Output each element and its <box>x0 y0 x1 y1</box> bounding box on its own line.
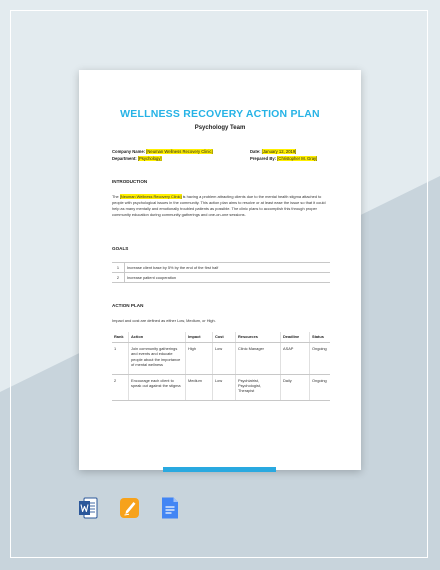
status-cell: Ongoing <box>310 343 331 375</box>
rank-cell: 2 <box>112 374 129 400</box>
table-row <box>112 273 330 283</box>
resources-cell: Clinic Manager <box>236 343 281 375</box>
company-label: Company Name: <box>112 149 146 154</box>
table-row <box>112 374 330 400</box>
intro-highlight: [Neuman Wellness Recovery Clinic] <box>119 194 182 199</box>
action-cell: Join community gatherings and events and educate people about the importance of mental wellness <box>129 343 186 375</box>
goal-text: Increase patient cooperation <box>125 273 331 283</box>
column-header: Rank <box>112 332 129 343</box>
intro-text: is having a problem attracting clients due to the mental health stigma attached to people with psychological issues in the community. This action plan aims to resolve or at least ease the issue so that it could help as many mentally and emotionally troubled patients as possible. The clinic plans to accomplish this through proper community education during community gatherings and one-on-one sessions. <box>112 194 326 218</box>
action-plan-heading: ACTION PLAN <box>112 303 144 308</box>
column-header: Cost <box>213 332 236 343</box>
goal-number: 1 <box>112 263 125 273</box>
date-value: [January 12, 2019] <box>261 149 297 154</box>
table-header-row <box>112 332 330 343</box>
google-docs-icon[interactable] <box>161 497 180 519</box>
impact-cell: Medium <box>186 374 213 400</box>
goal-number: 2 <box>112 273 125 283</box>
cost-cell: Low <box>213 343 236 375</box>
action-plan-note: Impact and cost are defined as either Low, Medium, or High. <box>112 318 216 323</box>
date-info <box>250 149 317 162</box>
intro-prefix: The <box>112 194 119 199</box>
column-header: Action <box>129 332 186 343</box>
company-info <box>112 149 213 162</box>
deadline-cell: Daily <box>281 374 310 400</box>
goals-table <box>112 262 330 283</box>
cost-cell: Low <box>213 374 236 400</box>
resources-cell: Psychiatrist, Psychologist, Therapist <box>236 374 281 400</box>
prepared-value: [Christopher M. Gray] <box>277 155 318 161</box>
column-header: Impact <box>186 332 213 343</box>
word-icon[interactable] <box>79 497 98 519</box>
department-value: [Psychology] <box>137 155 162 161</box>
rank-cell: 1 <box>112 343 129 375</box>
goal-text: Increase client base by 5% by the end of the first half <box>125 263 331 273</box>
introduction-paragraph <box>112 194 330 218</box>
department-label: Department: <box>112 155 137 161</box>
table-row <box>112 343 330 375</box>
page-accent-bar <box>163 467 276 472</box>
action-cell: Encourage each client to speak out against the stigma <box>129 374 186 400</box>
status-cell: Ongoing <box>310 374 331 400</box>
document-title: WELLNESS RECOVERY ACTION PLAN <box>120 108 320 120</box>
goals-heading: GOALS <box>112 246 129 251</box>
deadline-cell: ASAP <box>281 343 310 375</box>
introduction-heading: INTRODUCTION <box>112 179 148 184</box>
prepared-label: Prepared By: <box>250 155 277 161</box>
date-label: Date: <box>250 149 261 154</box>
document-page <box>79 70 361 470</box>
column-header: Resources <box>236 332 281 343</box>
action-plan-table <box>112 332 330 401</box>
company-value: [Neuman Wellness Recovery Clinic] <box>146 149 213 154</box>
impact-cell: High <box>186 343 213 375</box>
pages-icon[interactable] <box>120 497 139 519</box>
column-header: Status <box>310 332 331 343</box>
column-header: Deadline <box>281 332 310 343</box>
document-subtitle: Psychology Team <box>194 125 246 131</box>
table-row <box>112 263 330 273</box>
